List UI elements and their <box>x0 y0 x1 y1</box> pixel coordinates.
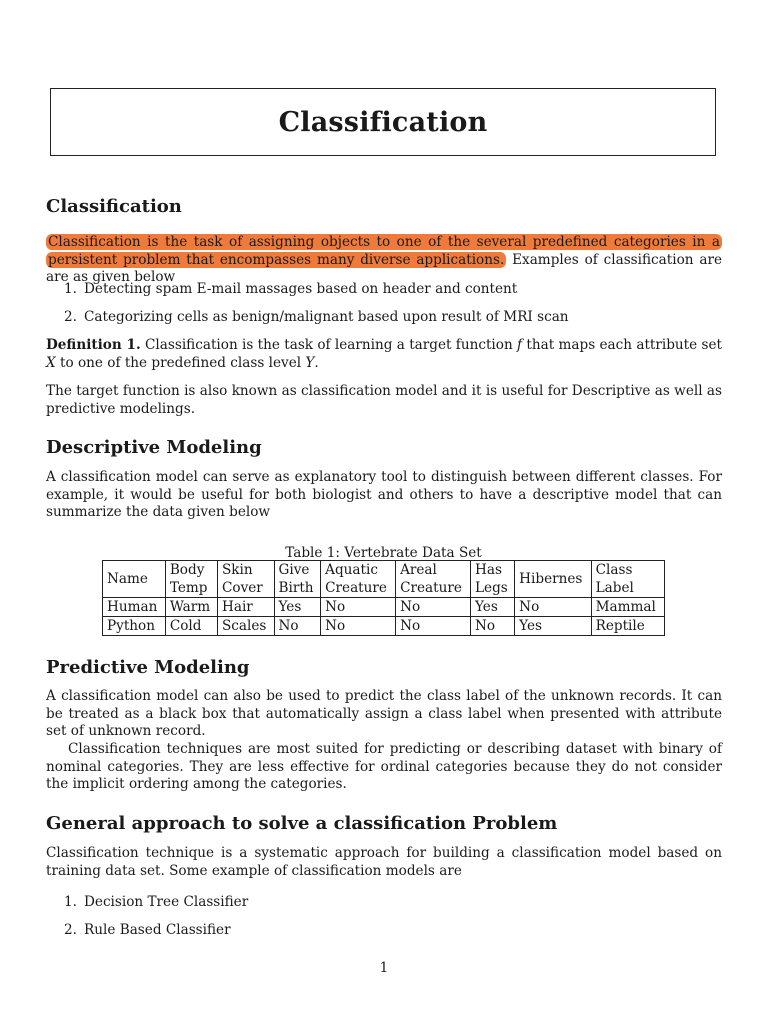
descriptive-paragraph: A classification model can serve as explanatory tool to distinguish between different classes. For example, it would be useful for both biologist and others to have a descriptive model that can summarize the data given below <box>46 469 722 520</box>
header-cell: Aquatic Creature <box>321 561 396 598</box>
table-cell: Yes <box>515 617 591 636</box>
table-cell: Warm <box>165 598 217 617</box>
list-item: 1. Detecting spam E-mail massages based on header and content <box>64 281 518 297</box>
table-caption: Table 1: Vertebrate Data Set <box>285 545 482 561</box>
section-heading-classification: Classification <box>46 196 182 217</box>
predictive-paragraph-2: Classification techniques are most suited for predicting or describing dataset with binary of nominal categories. They are less effective for ordinal categories because they do not consider the implicit ordering among the categories. <box>46 741 722 792</box>
table-row <box>103 598 665 617</box>
table-cell: Mammal <box>591 598 664 617</box>
predictive-paragraph-1: A classification model can also be used to predict the class label of the unknown records. It can be treated as a black box that automatically assign a class label when presented with attribute set of unknown record. <box>46 688 722 739</box>
definition-label: Definition 1. <box>46 337 141 353</box>
title-box <box>50 88 716 156</box>
document-title: Classification <box>278 106 488 138</box>
table-cell: Scales <box>217 617 274 636</box>
header-cell: Give Birth <box>274 561 321 598</box>
header-cell: Skin Cover <box>217 561 274 598</box>
vertebrate-table <box>102 560 665 636</box>
table-cell: No <box>515 598 591 617</box>
general-paragraph: Classification technique is a systematic approach for building a classification model based on training data set. Some example of classification models are <box>46 845 722 879</box>
header-cell: Class Label <box>591 561 664 598</box>
table-header-row <box>103 561 665 598</box>
list-item: 2. Rule Based Classifier <box>64 922 231 938</box>
table-cell: Yes <box>274 598 321 617</box>
section-heading-predictive: Predictive Modeling <box>46 657 250 678</box>
table-cell: Human <box>103 598 166 617</box>
list-item: 2. Categorizing cells as benign/malignant based upon result of MRI scan <box>64 309 569 325</box>
table-cell: Yes <box>471 598 515 617</box>
header-cell: Has Legs <box>471 561 515 598</box>
section-heading-general: General approach to solve a classification Problem <box>46 813 558 834</box>
header-cell: Hibernes <box>515 561 591 598</box>
definition-paragraph: Definition 1. Classification is the task of learning a target function f that maps each attribute set X to one of the predefined class level Y. <box>46 337 722 371</box>
table-cell: No <box>321 617 396 636</box>
table-cell: Reptile <box>591 617 664 636</box>
table-cell: Hair <box>217 598 274 617</box>
table-cell: No <box>321 598 396 617</box>
section-heading-descriptive: Descriptive Modeling <box>46 437 262 458</box>
intro-rest-text: Examples of classification are are as given below <box>46 251 722 285</box>
target-function-paragraph: The target function is also known as classification model and it is useful for Descriptive as well as predictive modelings. <box>46 383 722 417</box>
page-number: 1 <box>379 960 389 976</box>
table-cell: No <box>471 617 515 636</box>
table-row <box>103 617 665 636</box>
table-cell: No <box>396 617 471 636</box>
table-cell: Cold <box>165 617 217 636</box>
highlighted-text[interactable]: Classification is the task of assigning objects to one of the several predefined categories in a persistent problem that encompasses many diverse applications. <box>48 234 720 268</box>
table-cell: No <box>274 617 321 636</box>
vertebrate-table-block <box>102 546 665 636</box>
list-item: 1. Decision Tree Classifier <box>64 894 249 910</box>
header-cell: Body Temp <box>165 561 217 598</box>
table-cell: No <box>396 598 471 617</box>
table-cell: Python <box>103 617 166 636</box>
header-cell: Name <box>103 561 166 598</box>
header-cell: Areal Creature <box>396 561 471 598</box>
intro-paragraph <box>46 234 722 287</box>
